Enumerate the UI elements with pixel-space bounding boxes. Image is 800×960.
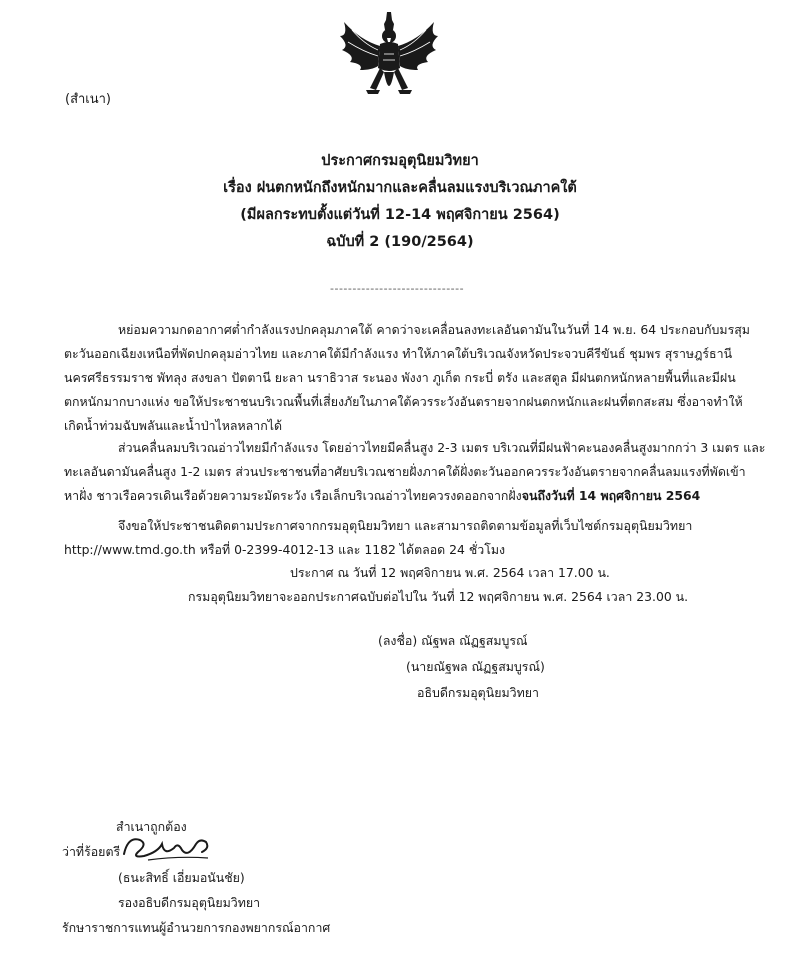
paragraph-low-pressure	[64, 318, 750, 438]
paragraph-line: จึงขอให้ประชาชนติดตามประกาศจากกรมอุตุนิยมวิทยา และสามารถติดตามข้อมูลที่เว็บไซต์กรมอุตุนิยมวิทยา	[118, 518, 693, 533]
paragraph-waves	[64, 436, 766, 508]
certifier-name: (ธนะสิทธิ์ เอี่ยมอนันชัย)	[118, 870, 245, 885]
announcement-title-block	[0, 148, 800, 256]
paragraph-line: หย่อมความกดอากาศต่ำกำลังแรงปกคลุมภาคใต้ คาดว่าจะเคลื่อนลงทะเลอันดามันในวันที่ 14 พ.ย. 64 ประกอบกับมรสุม	[118, 322, 750, 337]
paragraph-line: http://www.tmd.go.th หรือที่ 0-2399-4012-13 และ 1182 ได้ตลอด 24 ชั่วโมง	[64, 542, 506, 557]
certifier-position: รองอธิบดีกรมอุตุนิยมวิทยา	[118, 895, 261, 910]
paragraph-line: ตกหนักมากบางแห่ง ขอให้ประชาชนบริเวณพื้นที่เสี่ยงภัยในภาคใต้ควรระวังอันตรายจากฝนตกหนักและฝนที่ตกสะสม ซึ่งอาจทำให้	[64, 394, 743, 409]
certified-copy-label: สำเนาถูกต้อง	[116, 819, 187, 834]
certifier-acting-role: รักษาราชการแทนผู้อำนวยการกองพยากรณ์อากาศ	[62, 920, 331, 935]
paragraph-line	[64, 484, 736, 508]
copy-tag: (สำเนา)	[65, 92, 112, 107]
subject-heading: เรื่อง ฝนตกหนักถึงหนักมากและคลื่นลมแรงบริเวณภาคใต้	[223, 180, 577, 196]
paragraph-line: ทะเลอันดามันคลื่นสูง 1-2 เมตร ส่วนประชาชนที่อาศัยบริเวณชายฝั่งภาคใต้ฝั่งตะวันออกควรระวังอันตรายจากคลื่นลมแรงที่พัดเข้า	[64, 464, 746, 479]
agency-heading: ประกาศกรมอุตุนิยมวิทยา	[321, 153, 479, 169]
issue-number: ฉบับที่ 2 (190/2564)	[326, 234, 474, 250]
signatory-name: (นายณัฐพล ณัฏฐสมบูรณ์)	[406, 659, 545, 674]
next-issue-datetime: กรมอุตุนิยมวิทยาจะออกประกาศฉบับต่อไปใน วันที่ 12 พฤศจิกายน พ.ศ. 2564 เวลา 23.00 น.	[188, 589, 689, 604]
issued-datetime: ประกาศ ณ วันที่ 12 พฤศจิกายน พ.ศ. 2564 เวลา 17.00 น.	[290, 565, 610, 580]
paragraph-follow-up	[64, 514, 736, 562]
paragraph-line: ส่วนคลื่นลมบริเวณอ่าวไทยมีกำลังแรง โดยอ่าวไทยมีคลื่นสูง 2-3 เมตร บริเวณที่มีฝนฟ้าคะนองคลื่นสูงมากกว่า 3 เมตร และ	[118, 440, 766, 455]
paragraph-text: หาฝั่ง ชาวเรือควรเดินเรือด้วยความระมัดระวัง เรือเล็กบริเวณอ่าวไทยควรงดออกจากฝั่ง	[64, 488, 522, 503]
deadline-text: จนถึงวันที่ 14 พฤศจิกายน 2564	[521, 488, 701, 503]
paragraph-line: เกิดน้ำท่วมฉับพลันและน้ำป่าไหลหลากได้	[64, 418, 283, 433]
divider-rule: ------------------------------	[330, 282, 465, 295]
paragraph-line: นครศรีธรรมราช พัทลุง สงขลา ปัตตานี ยะลา นราธิวาส ระนอง พังงา ภูเก็ต กระบี่ ตรัง และสตูล มีฝนตกหนักหลายพื้นที่และมีฝน	[64, 370, 736, 385]
handwritten-signature-icon	[118, 830, 218, 866]
garuda-emblem-icon	[330, 10, 448, 106]
certifier-rank: ว่าที่ร้อยตรี	[62, 844, 121, 859]
signatory-position: อธิบดีกรมอุตุนิยมวิทยา	[417, 685, 539, 700]
paragraph-line: ตะวันออกเฉียงเหนือที่พัดปกคลุมอ่าวไทย และภาคใต้มีกำลังแรง ทำให้ภาคใต้บริเวณจังหวัดประจวบคีรีขันธ์ ชุมพร สุราษฎร์ธานี	[64, 346, 733, 361]
signed-line: (ลงชื่อ) ณัฐพล ณัฏฐสมบูรณ์	[378, 633, 528, 648]
effect-period: (มีผลกระทบตั้งแต่วันที่ 12-14 พฤศจิกายน 2564)	[240, 207, 560, 223]
